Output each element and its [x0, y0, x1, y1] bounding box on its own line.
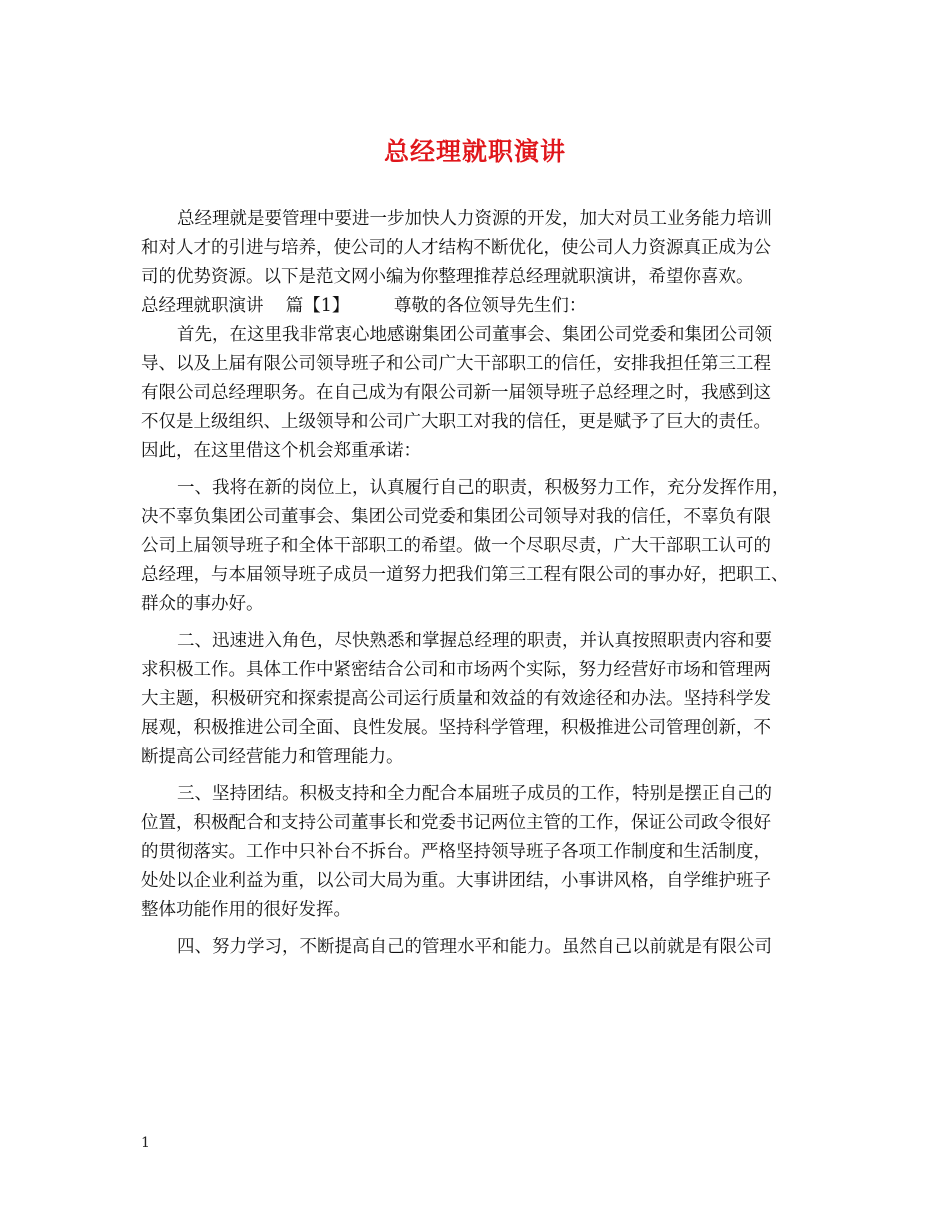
text-line: 的贯彻落实。工作中只补台不拆台。严格坚持领导班子各项工作制度和生活制度，: [141, 842, 771, 862]
text-line: 断提高公司经营能力和管理能力。: [141, 747, 404, 767]
text-line: 总经理就是要管理中要进一步加快人力资源的开发，加大对员工业务能力培训: [177, 209, 772, 229]
text-line: 一、我将在新的岗位上，认真履行自己的职责，积极努力工作，充分发挥作用，: [177, 478, 790, 498]
paragraph-opening: [141, 321, 821, 466]
text-line: 三、坚持团结。积极支持和全力配合本届班子成员的工作，特别是摆正自己的: [177, 784, 772, 804]
text-line: 求积极工作。具体工作中紧密结合公司和市场两个实际，努力经营好市场和管理两: [141, 660, 771, 680]
page-number: 1: [141, 1135, 150, 1151]
text-line: 总经理，与本届领导班子成员一道努力把我们第三工程有限公司的事办好，把职工、: [141, 565, 789, 585]
section-heading: 总经理就职演讲 篇【1】 尊敬的各位领导先生们：: [141, 296, 587, 316]
text-line: 和对人才的引进与培养，使公司的人才结构不断优化，使公司人力资源真正成为公: [141, 238, 771, 258]
document-title: 总经理就职演讲: [383, 137, 566, 166]
text-line: 决不辜负集团公司董事会、集团公司党委和集团公司领导对我的信任，不辜负有限: [141, 507, 771, 527]
text-line: 因此，在这里借这个机会郑重承诺：: [141, 441, 421, 461]
paragraph-point-4: [141, 933, 821, 962]
text-line: 公司上届领导班子和全体干部职工的希望。做一个尽职尽责，广大干部职工认可的: [141, 536, 771, 556]
paragraph-point-3: [141, 780, 821, 925]
text-line: 处处以企业利益为重，以公司大局为重。大事讲团结，小事讲风格，自学维护班子: [141, 871, 771, 891]
text-line: 不仅是上级组织、上级领导和公司广大职工对我的信任，更是赋予了巨大的责任。: [141, 412, 771, 432]
text-line: 群众的事办好。: [141, 594, 264, 614]
text-line: 导、以及上届有限公司领导班子和公司广大干部职工的信任，安排我担任第三工程: [141, 354, 771, 374]
paragraph-point-1: [141, 474, 821, 619]
text-line: 整体功能作用的很好发挥。: [141, 900, 351, 920]
text-line: 二、迅速进入角色，尽快熟悉和掌握总经理的职责，并认真按照职责内容和要: [177, 631, 772, 651]
text-line: 展观，积极推进公司全面、良性发展。坚持科学管理，积极推进公司管理创新，不: [141, 718, 771, 738]
paragraph-heading: [141, 292, 821, 321]
text-line: 位置，积极配合和支持公司董事长和党委书记两位主管的工作，保证公司政令很好: [141, 813, 771, 833]
text-line: 首先，在这里我非常衷心地感谢集团公司董事会、集团公司党委和集团公司领: [177, 325, 772, 345]
paragraph-point-2: [141, 627, 821, 772]
text-line: 有限公司总经理职务。在自己成为有限公司新一届领导班子总经理之时，我感到这: [141, 383, 771, 403]
paragraph-intro: [141, 205, 821, 292]
text-line: 四、努力学习，不断提高自己的管理水平和能力。虽然自己以前就是有限公司: [177, 937, 772, 957]
document-body: [141, 205, 821, 962]
text-line: 司的优势资源。以下是范文网小编为你整理推荐总经理就职演讲，希望你喜欢。: [141, 267, 754, 287]
text-line: 大主题，积极研究和探索提高公司运行质量和效益的有效途径和办法。坚持科学发: [141, 689, 771, 709]
